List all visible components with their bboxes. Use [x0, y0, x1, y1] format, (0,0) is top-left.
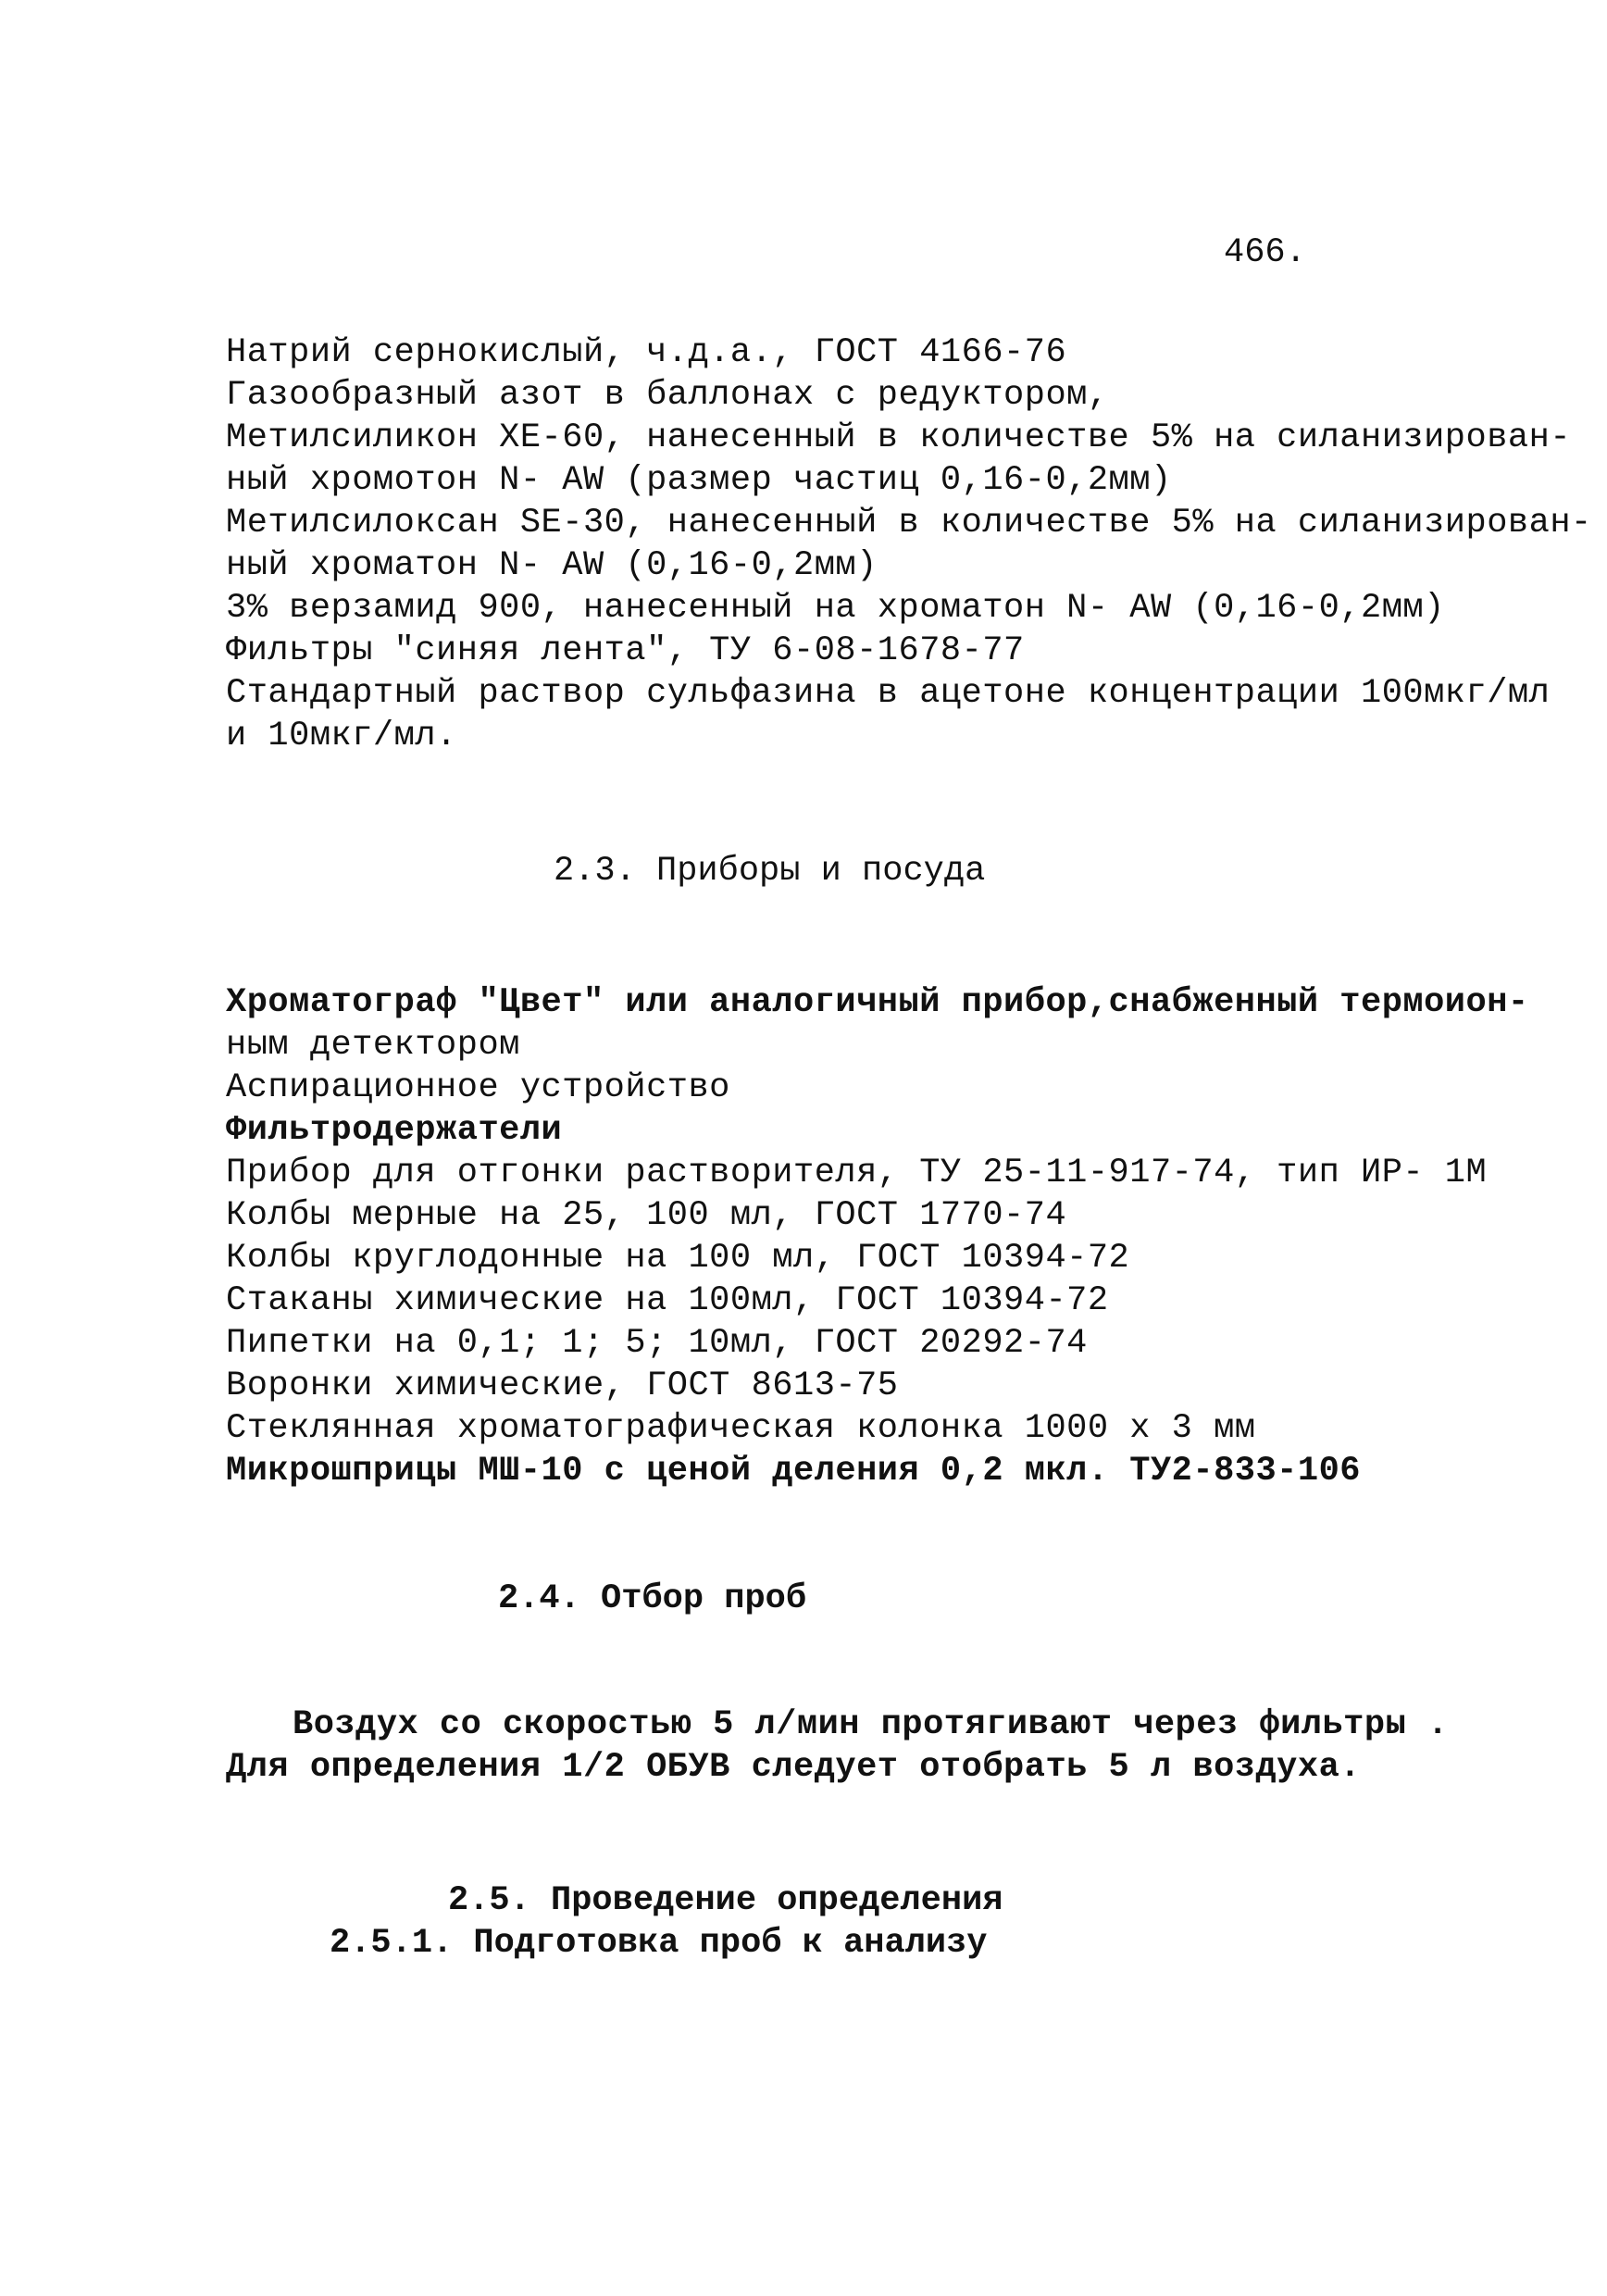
reagent-line: ный хроматон N- AW (0,16-0,2мм) [226, 546, 878, 585]
section-heading-2-5: 2.5. Проведение определения [448, 1881, 1003, 1920]
equipment-line: Стаканы химические на 100мл, ГОСТ 10394-72 [226, 1281, 1109, 1320]
equipment-line: Пипетки на 0,1; 1; 5; 10мл, ГОСТ 20292-74 [226, 1324, 1088, 1363]
reagent-line: Фильтры "синяя лента", ТУ 6-08-1678-77 [226, 631, 1025, 670]
equipment-line: Колбы круглодонные на 100 мл, ГОСТ 10394-72 [226, 1239, 1130, 1278]
equipment-line: Колбы мерные на 25, 100 мл, ГОСТ 1770-74 [226, 1196, 1067, 1235]
equipment-line: Фильтродержатели [226, 1111, 563, 1150]
equipment-line: ным детектором [226, 1026, 520, 1065]
page-number: 466. [1224, 233, 1306, 272]
equipment-line: Хроматограф "Цвет" или аналогичный прибор,снабженный термоион- [226, 983, 1529, 1022]
equipment-line: Воронки химические, ГОСТ 8613-75 [226, 1366, 899, 1405]
reagent-line: Натрий сернокислый, ч.д.а., ГОСТ 4166-76 [226, 333, 1067, 372]
section-heading-2-4: 2.4. Отбор проб [498, 1579, 807, 1618]
section-heading-2-3: 2.3. Приборы и посуда [554, 852, 986, 891]
reagent-line: Метилсилоксан SE-30, нанесенный в количестве 5% на силанизирован- [226, 504, 1592, 543]
sampling-text-line: Для определения 1/2 ОБУВ следует отобрать 5 л воздуха. [226, 1748, 1361, 1787]
reagent-line: 3% верзамид 900, нанесенный на хроматон N- AW (0,16-0,2мм) [226, 589, 1445, 628]
reagent-line: Стандартный раствор сульфазина в ацетоне концентрации 100мкг/мл [226, 674, 1551, 713]
reagent-line: Газообразный азот в баллонах с редуктором, [226, 376, 1109, 415]
equipment-line: Прибор для отгонки растворителя, ТУ 25-11-917-74, тип ИР- 1М [226, 1154, 1488, 1192]
subsection-heading-2-5-1: 2.5.1. Подготовка проб к анализу [330, 1924, 988, 1963]
equipment-line: Аспирационное устройство [226, 1068, 730, 1107]
equipment-line: Стеклянная хроматографическая колонка 1000 х 3 мм [226, 1409, 1256, 1448]
equipment-line: Микрошприцы МШ-10 с ценой деления 0,2 мкл. ТУ2-833-106 [226, 1452, 1361, 1491]
reagent-line: Метилсиликон ХЕ-60, нанесенный в количестве 5% на силанизирован- [226, 418, 1572, 457]
reagent-line: ный хромотон N- AW (размер частиц 0,16-0,2мм) [226, 461, 1172, 500]
reagent-line: и 10мкг/мл. [226, 717, 457, 755]
sampling-text-line: Воздух со скоростью 5 л/мин протягивают через фильтры . [293, 1705, 1449, 1744]
